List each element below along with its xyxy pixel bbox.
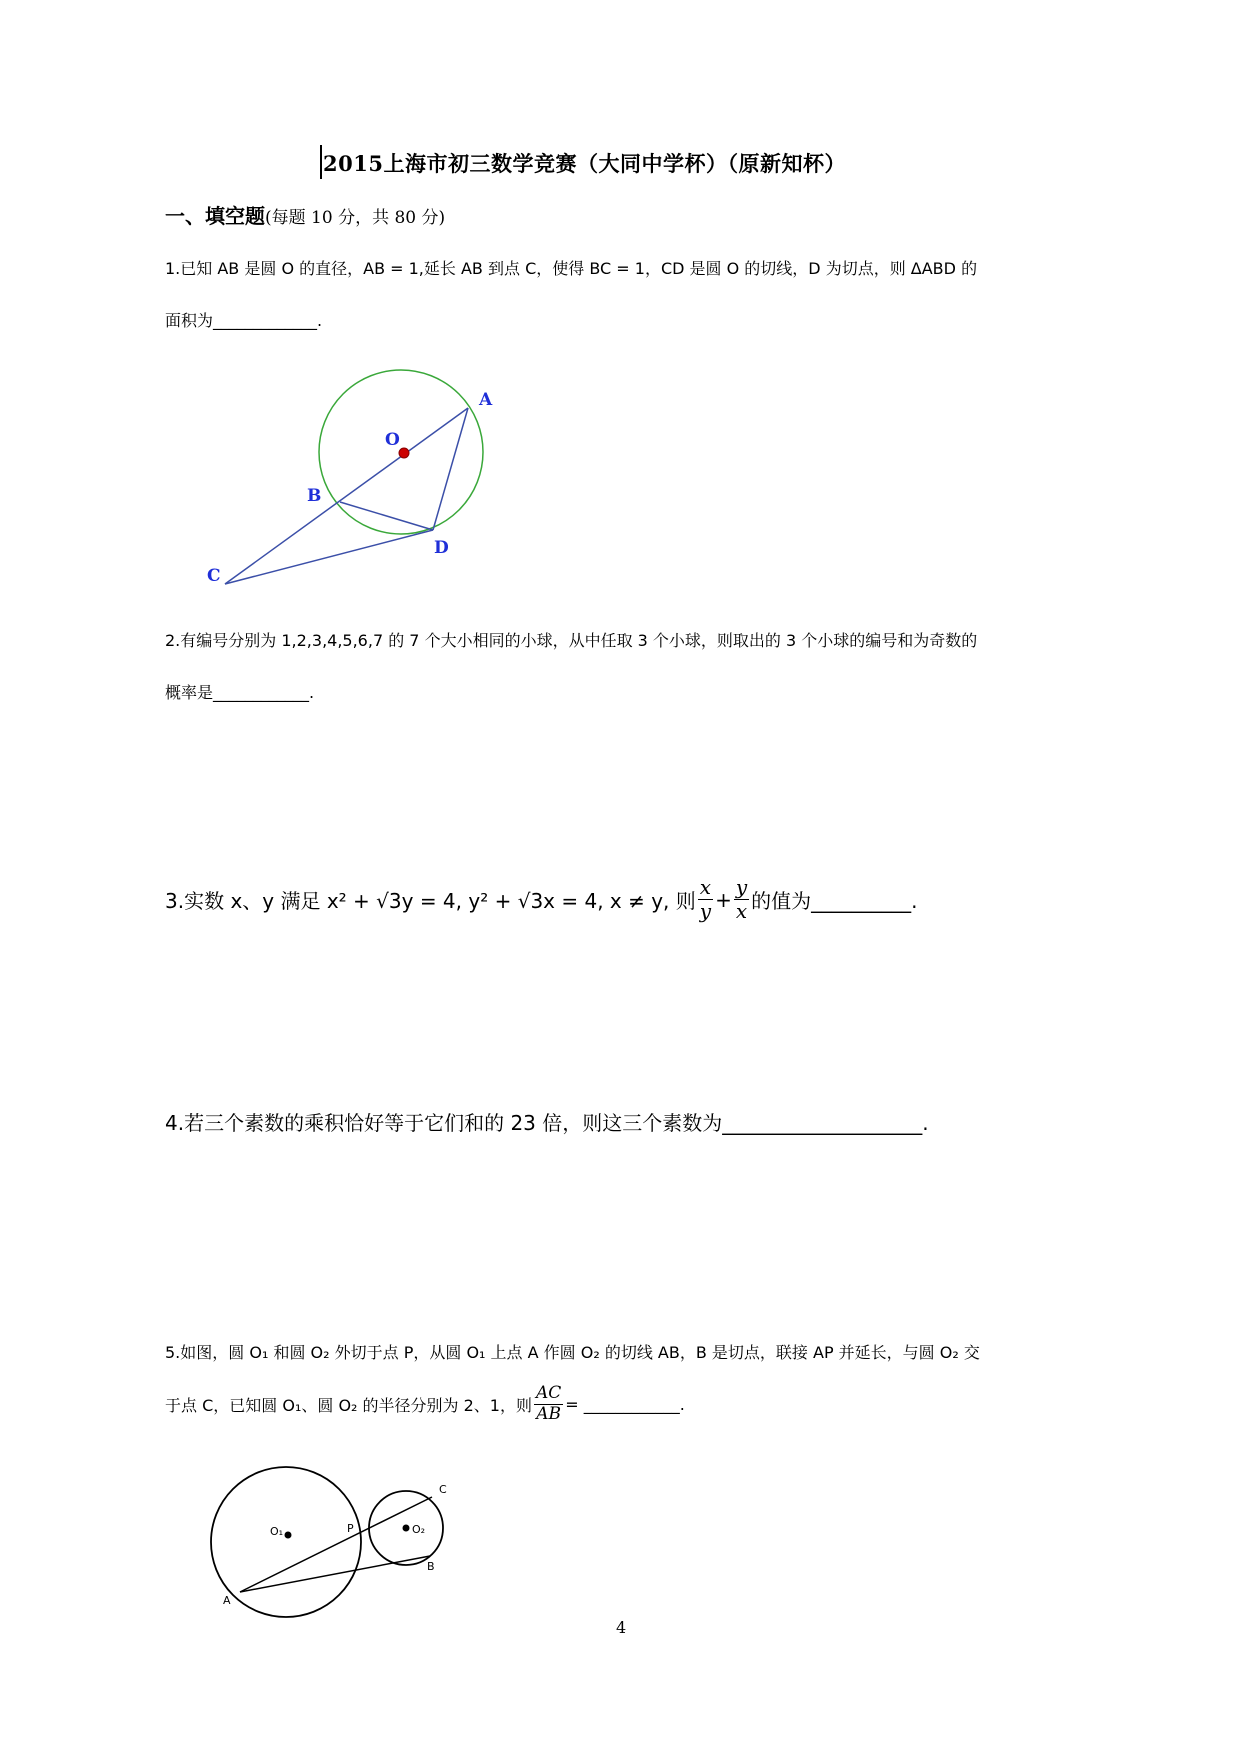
label-o: O	[385, 430, 400, 450]
label-o2: O₂	[412, 1523, 426, 1536]
center-o1-dot	[285, 1532, 292, 1539]
line-ab	[240, 1556, 430, 1592]
fraction-denominator: y	[699, 899, 712, 923]
center-o2-dot	[403, 1525, 410, 1532]
question-3-prefix: 3.实数 x、y 满足 x² + √3y = 4, y² + √3x = 4, x ≠ y, 则	[165, 889, 696, 913]
question-1-line-1: 1.已知 AB 是圆 O 的直径，AB = 1,延长 AB 到点 C，使得 BC = 1，CD 是圆 O 的切线，D 为切点，则 ΔABD 的	[165, 259, 978, 278]
question-2-line-1: 2.有编号分别为 1,2,3,4,5,6,7 的 7 个大小相同的小球，从中任取 3 个小球，则取出的 3 个小球的编号和为奇数的	[165, 631, 978, 650]
question-1-line-2: 面积为_____________.	[165, 311, 323, 330]
question-3-suffix: 的值为__________.	[751, 889, 918, 913]
section-note: (每题 10 分，共 80 分)	[265, 208, 446, 228]
circle-o1	[211, 1467, 361, 1617]
label-a: A	[223, 1594, 231, 1607]
question-5-line-2-prefix: 于点 C，已知圆 O₁、圆 O₂ 的半径分别为 2、1，则	[165, 1395, 532, 1415]
label-a: A	[479, 390, 493, 410]
fraction-denominator: AB	[536, 1403, 562, 1424]
label-p: P	[347, 1522, 354, 1535]
label-o1: O₁	[270, 1525, 284, 1538]
question-5-line-2-suffix: = ____________.	[565, 1394, 685, 1414]
line-ac	[240, 1497, 432, 1592]
page-number: 4	[616, 1618, 627, 1637]
label-d: D	[434, 538, 449, 558]
fraction-numerator: AC	[535, 1383, 562, 1403]
label-c: C	[207, 566, 221, 586]
fraction-denominator: x	[735, 899, 748, 923]
question-5-line-1: 5.如图，圆 O₁ 和圆 O₂ 外切于点 P，从圆 O₁ 上点 A 作圆 O₂ 的切线 AB，B 是切点，联接 AP 并延长，与圆 O₂ 交	[165, 1343, 980, 1362]
question-4-line-1: 4.若三个素数的乘积恰好等于它们和的 23 倍，则这三个素数为____________________.	[165, 1111, 929, 1135]
plus-sign: +	[715, 887, 732, 912]
page-title: 2015上海市初三数学竞赛（大同中学杯）（原新知杯）	[323, 151, 846, 176]
question-2-line-2: 概率是____________.	[165, 683, 315, 702]
section-heading-text: 一、填空题	[165, 204, 265, 228]
label-b: B	[307, 486, 322, 506]
label-c: C	[439, 1483, 447, 1496]
fraction-numerator: y	[735, 875, 748, 899]
label-b: B	[427, 1560, 435, 1573]
fraction-numerator: x	[699, 875, 712, 899]
